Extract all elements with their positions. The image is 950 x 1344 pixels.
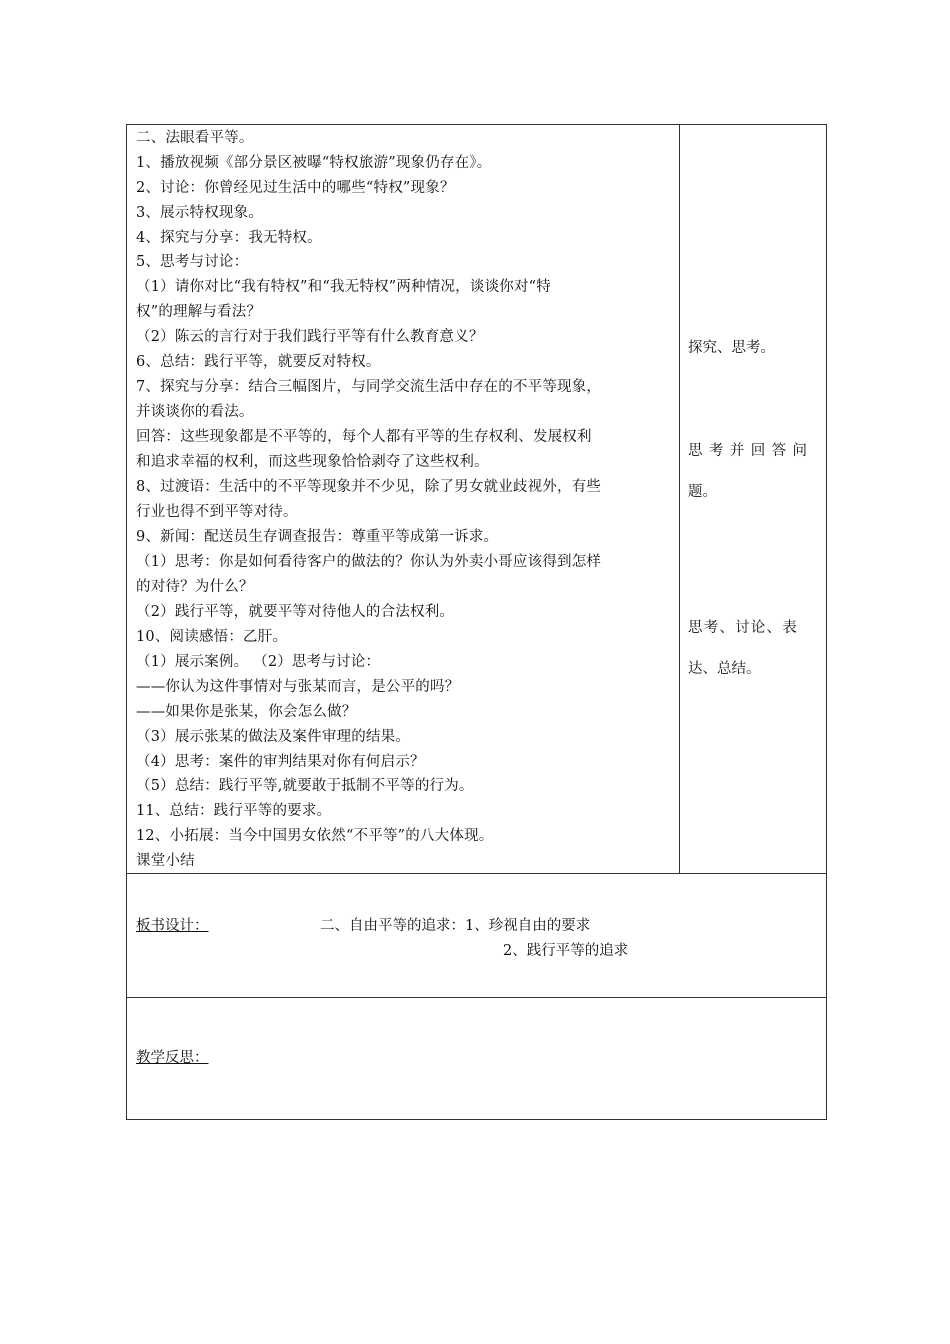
lesson-line: （2）陈云的言行对于我们践行平等有什么教育意义？ — [136, 329, 484, 345]
lesson-line: （1）思考：你是如何看待客户的做法的？你认为外卖小哥应该得到怎样 — [136, 554, 602, 570]
student-note-discuss-cont: 达、总结。 — [688, 661, 761, 677]
lesson-plan-table — [126, 124, 827, 1120]
lesson-line: 11、总结：践行平等的要求。 — [136, 803, 332, 819]
lesson-line: 12、小拓展：当今中国男女依然“不平等”的八大体现。 — [136, 828, 494, 844]
student-note-answer: 思考并回答问 — [688, 443, 814, 459]
lesson-line: 1、播放视频《部分景区被曝“特权旅游”现象仍存在》。 — [136, 155, 492, 171]
lesson-line: 二、法眼看平等。 — [136, 130, 254, 146]
lesson-line: （1）请你对比“我有特权”和“我无特权”两种情况，谈谈你对“特 — [136, 279, 551, 295]
lesson-line: 9、新闻：配送员生存调查报告：尊重平等成第一诉求。 — [136, 529, 499, 545]
teaching-process-cell — [127, 125, 680, 873]
lesson-line: 8、过渡语：生活中的不平等现象并不少见，除了男女就业歧视外，有些 — [136, 479, 602, 495]
lesson-line: 的对待？为什么？ — [136, 579, 254, 595]
student-note-discuss: 思考、讨论、表 — [688, 620, 798, 636]
lesson-line: ——如果你是张某，你会怎么做？ — [136, 704, 357, 720]
lesson-line: （1）展示案例。 （2）思考与讨论： — [136, 654, 381, 670]
lesson-line: 6、总结：践行平等，就要反对特权。 — [136, 354, 381, 370]
board-design-label: 板书设计： — [136, 918, 209, 934]
teaching-reflection-cell — [127, 997, 826, 1119]
student-note-answer-cont: 题。 — [688, 484, 717, 500]
lesson-line: 5、思考与讨论： — [136, 254, 249, 270]
board-design-line-1: 二、自由平等的追求：1、珍视自由的要求 — [320, 918, 591, 934]
lesson-line: 权”的理解与看法？ — [136, 304, 262, 320]
teaching-reflection-label: 教学反思： — [136, 1050, 209, 1066]
lesson-line: 和追求幸福的权利，而这些现象恰恰剥夺了这些权利。 — [136, 454, 489, 470]
lesson-line: 2、讨论：你曾经见过生活中的哪些“特权”现象？ — [136, 180, 455, 196]
board-design-line-2: 2、践行平等的追求 — [503, 943, 629, 959]
lesson-line: 回答：这些现象都是不平等的，每个人都有平等的生存权利、发展权利 — [136, 429, 592, 445]
lesson-line: 4、探究与分享：我无特权。 — [136, 230, 322, 246]
lesson-line: 7、探究与分享：结合三幅图片，与同学交流生活中存在的不平等现象， — [136, 379, 602, 395]
lesson-line: （2）践行平等，就要平等对待他人的合法权利。 — [136, 604, 455, 620]
student-activity-cell — [680, 125, 827, 873]
lesson-line: ——你认为这件事情对与张某而言，是公平的吗？ — [136, 679, 460, 695]
lesson-line: 10、阅读感悟：乙肝。 — [136, 629, 288, 645]
lesson-line: （5）总结：践行平等,就要敢于抵制不平等的行为。 — [136, 778, 474, 794]
lesson-line: 3、展示特权现象。 — [136, 205, 264, 221]
board-design-cell — [127, 873, 826, 997]
lesson-line: 并谈谈你的看法。 — [136, 404, 254, 420]
lesson-line: （3）展示张某的做法及案件审理的结果。 — [136, 729, 411, 745]
lesson-line: 行业也得不到平等对待。 — [136, 504, 298, 520]
student-note-explore: 探究、思考。 — [688, 340, 775, 356]
lesson-line: 课堂小结 — [136, 853, 195, 869]
lesson-line: （4）思考：案件的审判结果对你有何启示？ — [136, 754, 425, 770]
